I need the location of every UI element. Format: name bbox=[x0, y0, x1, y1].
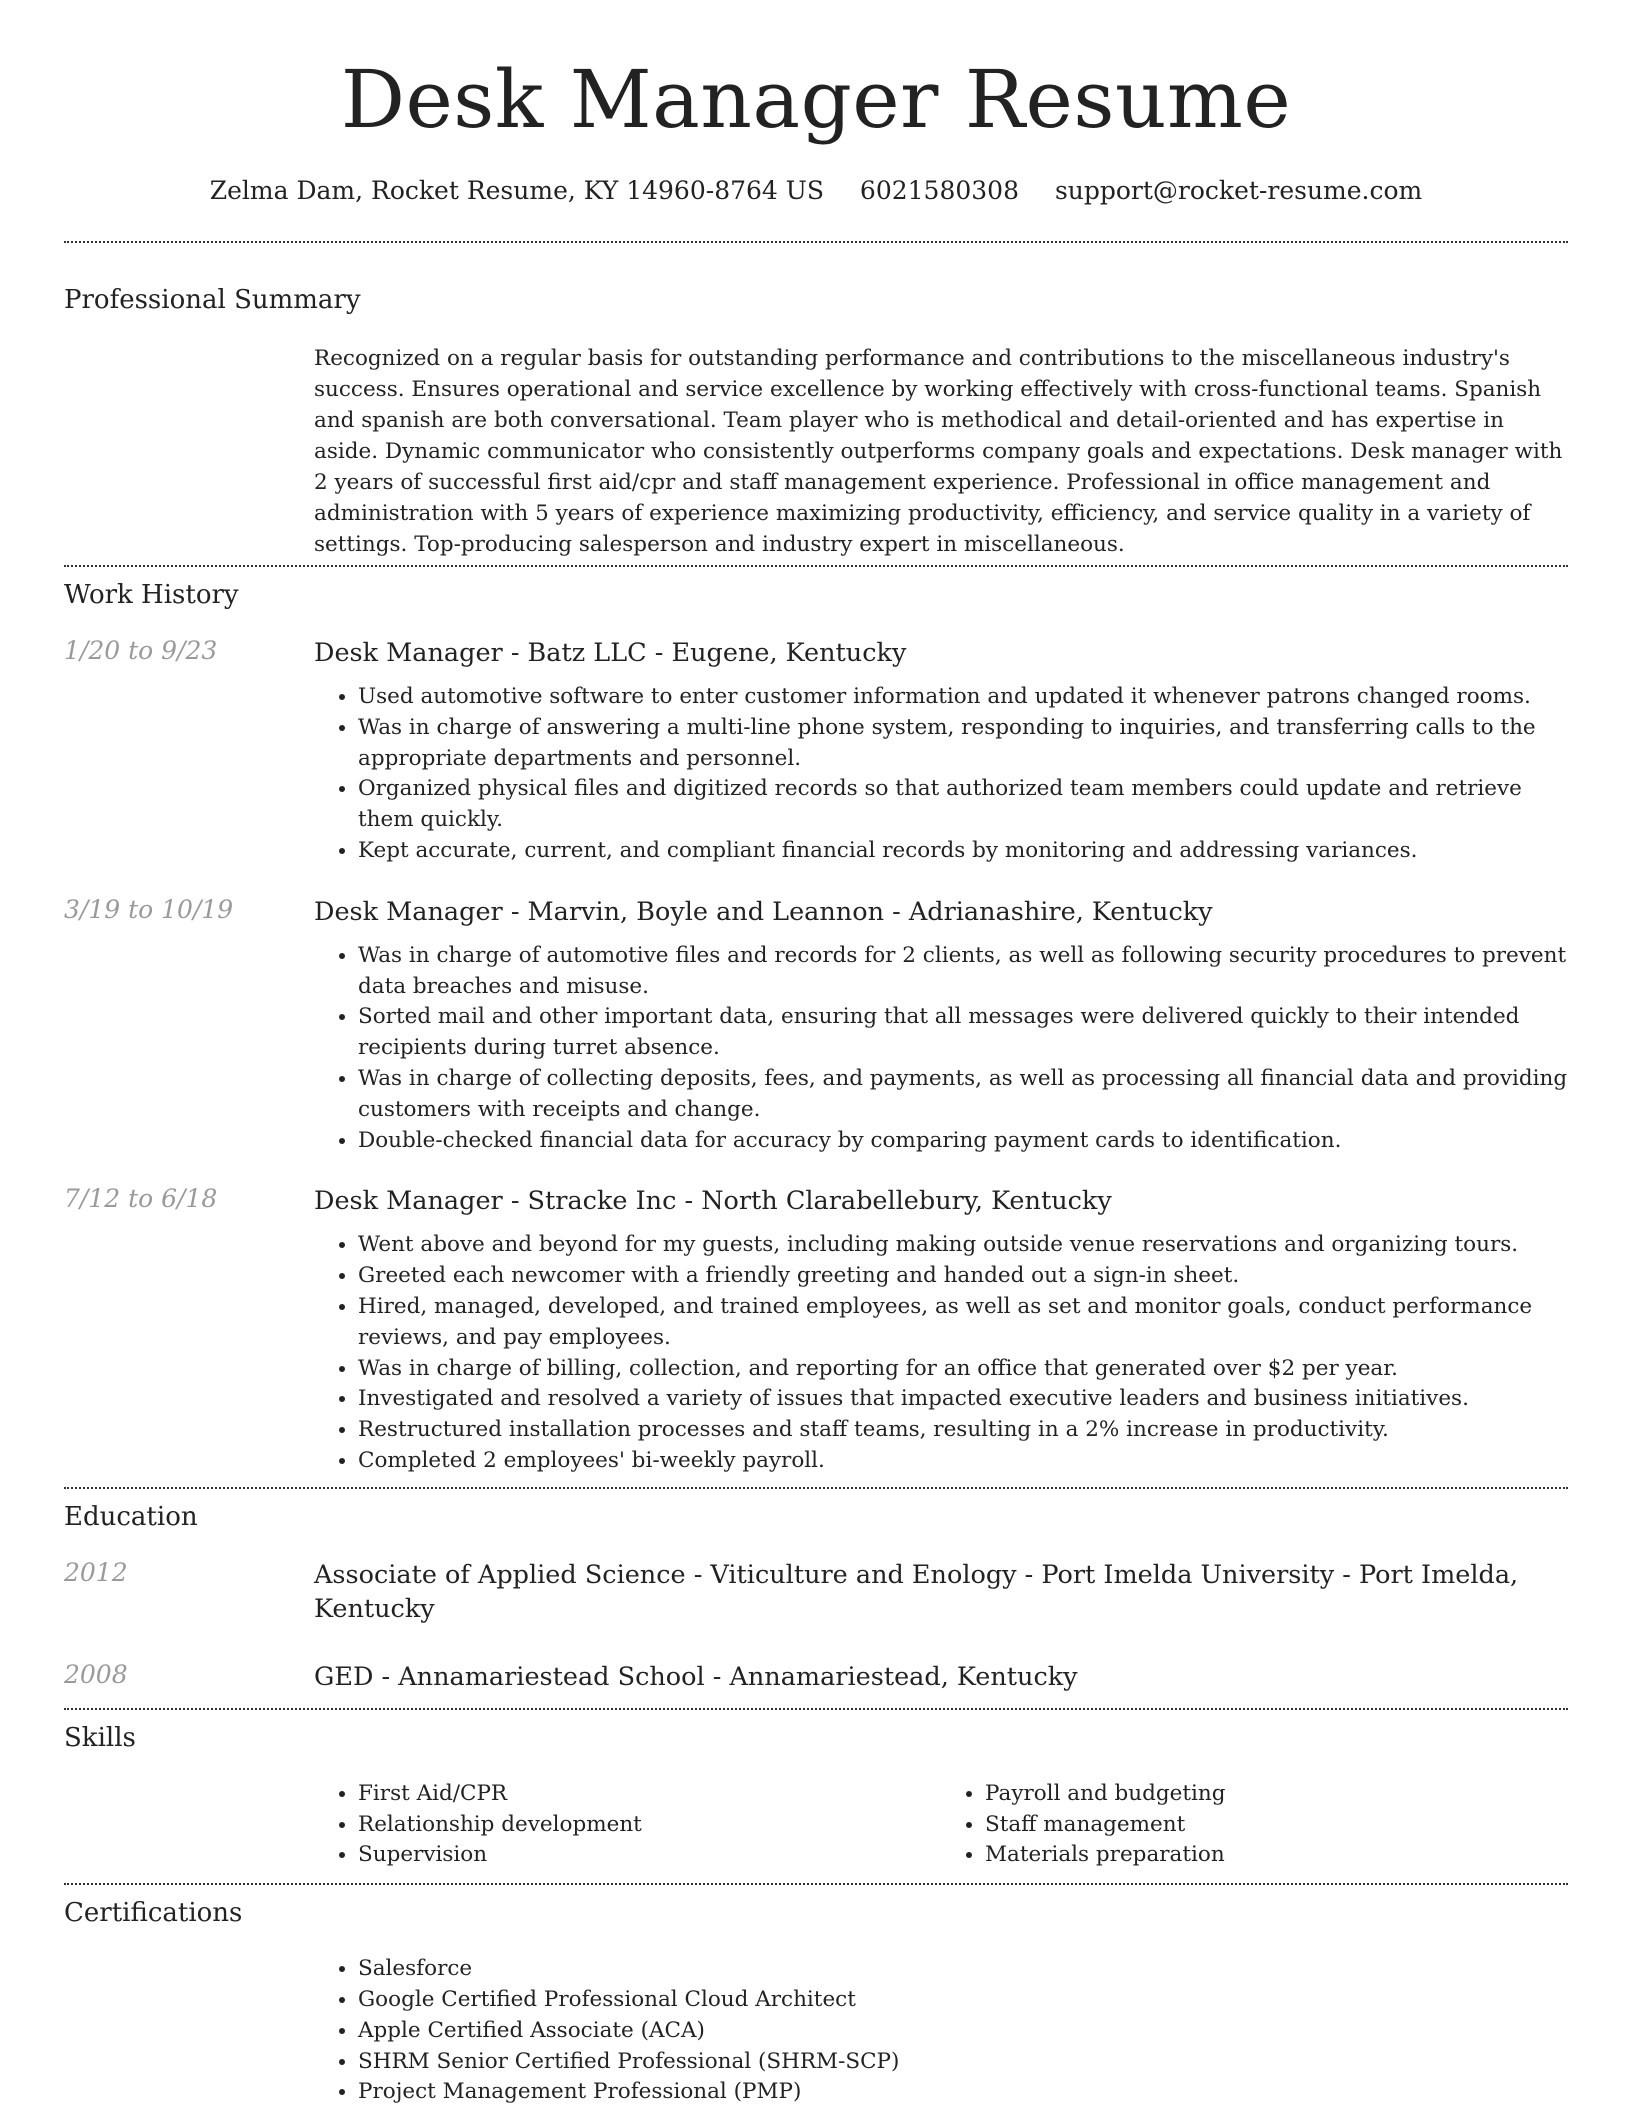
divider bbox=[64, 1883, 1568, 1885]
summary-text: Recognized on a regular basis for outstanding performance and contributions to the miscellaneous industry's success. Ensures operational and service excellence by working effectively with cross-functional teams. Spanish and spanish are both conversational. Team player who is methodical and detail-oriented and has expertise in aside. Dynamic communicator who consistently outperforms company goals and expectations. Desk manager with 2 years of successful first aid/cpr and staff management experience. Professional in office management and administration with 5 years of experience maximizing productivity, efficiency, and service quality in a variety of settings. Top-producing salesperson and industry expert in miscellaneous. bbox=[314, 346, 1563, 557]
contact-email: support@rocket-resume.com bbox=[1054, 176, 1423, 205]
skill-item: • Supervision bbox=[358, 1840, 941, 1871]
skills-list-right bbox=[941, 1779, 1568, 1871]
education-text: Associate of Applied Science - Viticulture and Enology - Port Imelda University - Port Imelda, Kentucky bbox=[314, 1559, 1519, 1624]
skill-item: • Relationship development bbox=[358, 1810, 941, 1841]
job-entry bbox=[64, 895, 1568, 1157]
education-heading: Education bbox=[64, 1501, 198, 1532]
job-bullets bbox=[314, 1230, 1568, 1476]
job-bullet: • Organized physical files and digitized records so that authorized team members could update and retrieve them quickly. bbox=[358, 774, 1568, 836]
job-title: Desk Manager - Marvin, Boyle and Leannon - Adrianashire, Kentucky bbox=[314, 896, 1213, 927]
summary-left-spacer bbox=[64, 343, 314, 560]
divider bbox=[64, 241, 1568, 243]
contact-address: Zelma Dam, Rocket Resume, KY 14960-8764 US bbox=[209, 176, 824, 205]
divider bbox=[64, 565, 1568, 567]
job-bullet: • Hired, managed, developed, and trained employees, as well as set and monitor goals, conduct performance reviews, and pay employees. bbox=[358, 1292, 1568, 1354]
job-bullet: • Sorted mail and other important data, ensuring that all messages were delivered quickly to their intended recipients during turret absence. bbox=[358, 1002, 1568, 1064]
job-title: Desk Manager - Stracke Inc - North Clarabellebury, Kentucky bbox=[314, 1186, 1112, 1217]
job-bullet: • Was in charge of billing, collection, and reporting for an office that generated over $2 per year. bbox=[358, 1354, 1568, 1385]
certifications-heading: Certifications bbox=[64, 1898, 243, 1929]
job-bullet: • Investigated and resolved a variety of issues that impacted executive leaders and business initiatives. bbox=[358, 1384, 1568, 1415]
job-bullet: • Double-checked financial data for accuracy by comparing payment cards to identification. bbox=[358, 1126, 1568, 1157]
education-text: GED - Annamariestead School - Annamariestead, Kentucky bbox=[314, 1661, 1078, 1692]
job-dates: 7/12 to 6/18 bbox=[64, 1184, 218, 1214]
contact-phone: 6021580308 bbox=[859, 176, 1019, 205]
job-title: Desk Manager - Batz LLC - Eugene, Kentucky bbox=[314, 638, 907, 668]
skill-item: • Payroll and budgeting bbox=[985, 1779, 1568, 1810]
work-section bbox=[64, 578, 1568, 1477]
skill-item: • Staff management bbox=[985, 1810, 1568, 1841]
certification-item: • Google Certified Professional Cloud Architect bbox=[358, 1985, 1568, 2016]
job-dates: 3/19 to 10/19 bbox=[64, 894, 234, 924]
skill-item: • Materials preparation bbox=[985, 1840, 1568, 1871]
education-year: 2008 bbox=[64, 1659, 128, 1689]
certification-item: • Apple Certified Associate (ACA) bbox=[358, 2016, 1568, 2047]
job-bullet: • Greeted each newcomer with a friendly greeting and handed out a sign-in sheet. bbox=[358, 1261, 1568, 1292]
job-bullet: • Went above and beyond for my guests, including making outside venue reservations and organizing tours. bbox=[358, 1230, 1568, 1261]
contact-line bbox=[64, 174, 1568, 208]
divider bbox=[64, 1708, 1568, 1710]
certification-item: • Project Management Professional (PMP) bbox=[358, 2077, 1568, 2108]
job-entry bbox=[64, 1184, 1568, 1476]
skills-section bbox=[64, 1721, 1568, 1871]
job-bullets bbox=[314, 682, 1568, 867]
skills-list-left bbox=[314, 1779, 941, 1871]
skills-heading: Skills bbox=[64, 1722, 136, 1753]
resume-page bbox=[64, 0, 1568, 2108]
work-heading: Work History bbox=[64, 580, 239, 610]
job-bullet: • Restructured installation processes and staff teams, resulting in a 2% increase in productivity. bbox=[358, 1415, 1568, 1446]
education-entry bbox=[64, 1660, 1568, 1694]
job-bullet: • Was in charge of automotive files and records for 2 clients, as well as following security procedures to prevent data breaches and misuse. bbox=[358, 941, 1568, 1003]
job-bullet: • Was in charge of collecting deposits, fees, and payments, as well as processing all financial data and providing customers with receipts and change. bbox=[358, 1064, 1568, 1126]
certification-item: • SHRM Senior Certified Professional (SHRM-SCP) bbox=[358, 2047, 1568, 2078]
education-year: 2012 bbox=[64, 1557, 128, 1587]
job-bullet: • Was in charge of answering a multi-line phone system, responding to inquiries, and transferring calls to the appropriate departments and personnel. bbox=[358, 713, 1568, 775]
education-entry bbox=[64, 1558, 1568, 1626]
certifications-list bbox=[314, 1954, 1568, 2108]
divider bbox=[64, 1487, 1568, 1489]
resume-title: Desk Manager Resume bbox=[340, 53, 1292, 146]
education-section bbox=[64, 1500, 1568, 1694]
summary-section bbox=[64, 283, 1568, 560]
job-bullet: • Used automotive software to enter customer information and updated it whenever patrons changed rooms. bbox=[358, 682, 1568, 713]
job-entry bbox=[64, 636, 1568, 867]
summary-heading: Professional Summary bbox=[64, 285, 361, 315]
skill-item: • First Aid/CPR bbox=[358, 1779, 941, 1810]
certifications-section bbox=[64, 1896, 1568, 2108]
job-bullets bbox=[314, 941, 1568, 1157]
certification-item: • Salesforce bbox=[358, 1954, 1568, 1985]
job-dates: 1/20 to 9/23 bbox=[64, 636, 218, 665]
job-bullet: • Kept accurate, current, and compliant financial records by monitoring and addressing variances. bbox=[358, 836, 1568, 867]
job-bullet: • Completed 2 employees' bi-weekly payroll. bbox=[358, 1446, 1568, 1477]
